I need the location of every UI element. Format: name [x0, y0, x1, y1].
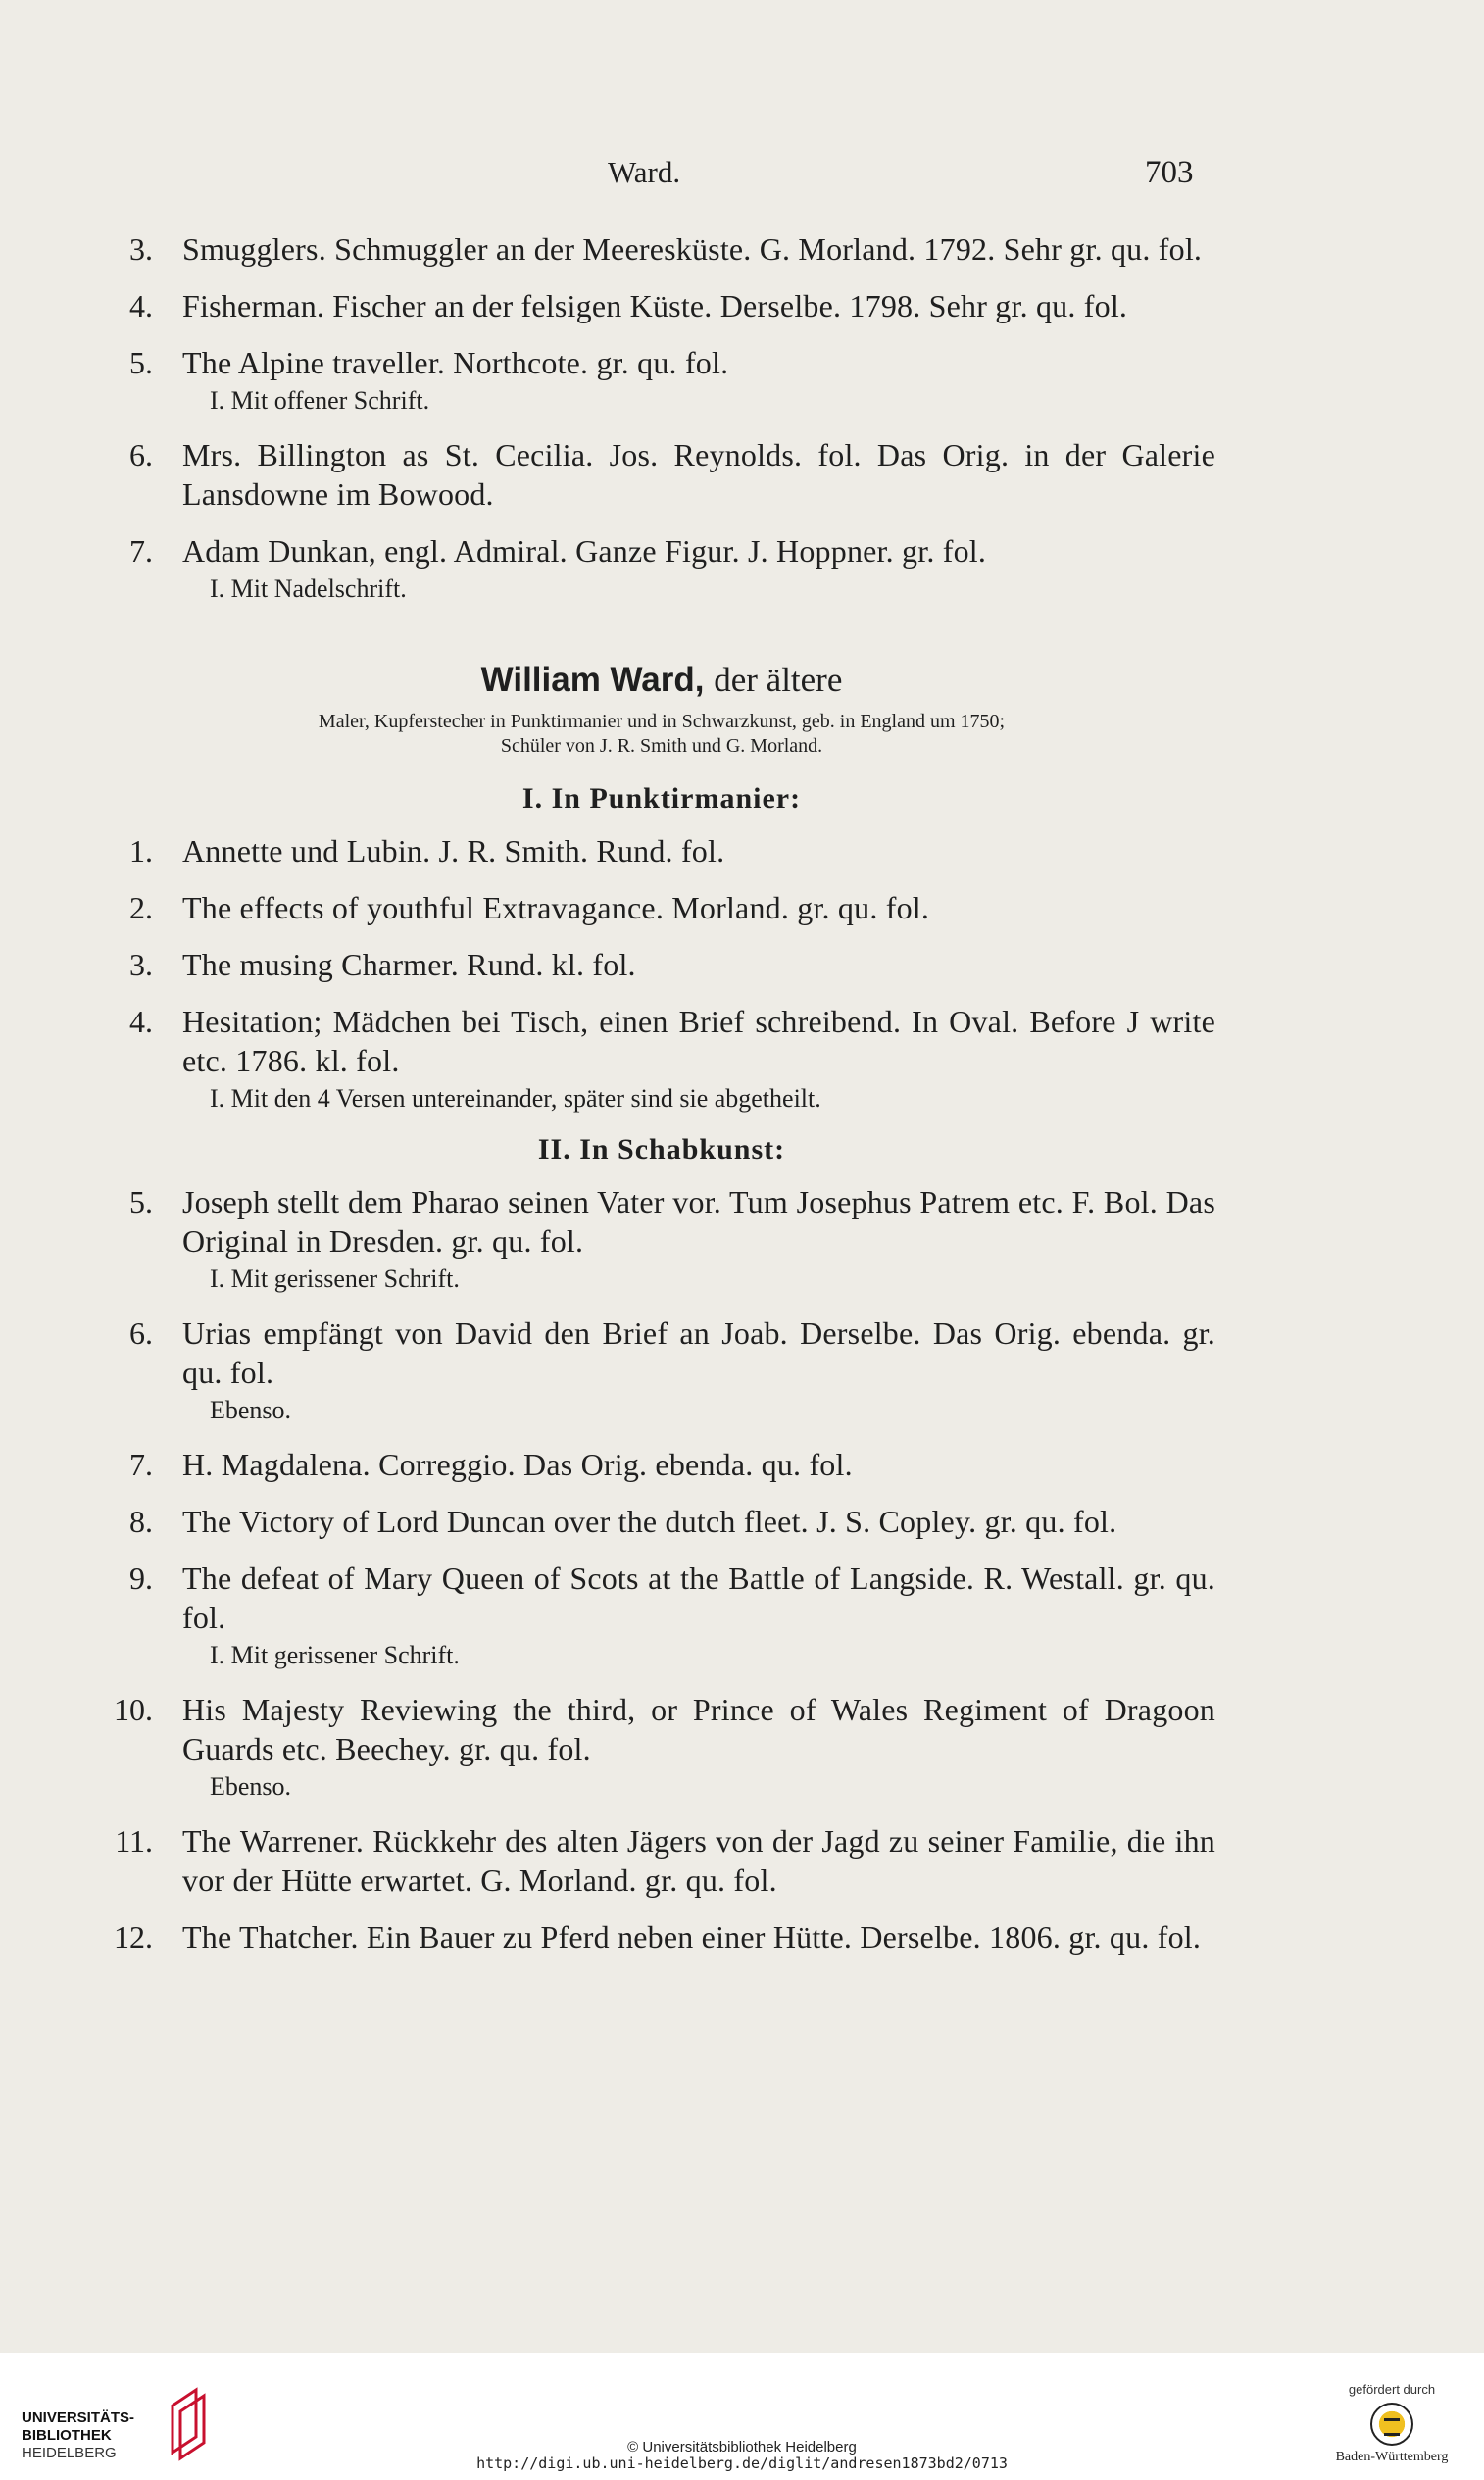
entry-text: The Thatcher. Ein Bauer zu Pferd neben einer Hütte. Derselbe. 1806. gr. qu. fol. — [182, 1919, 1202, 1955]
entry-text: Adam Dunkan, engl. Admiral. Ganze Figur. J. Hoppner. gr. fol. — [182, 533, 987, 569]
entry-text: The defeat of Mary Queen of Scots at the Battle of Langside. R. Westall. gr. qu. fol. — [182, 1561, 1215, 1635]
entry-number: 5. — [129, 1184, 153, 1219]
entry-number: 5. — [129, 345, 153, 380]
entry-note: Ebenso. — [210, 1772, 292, 1801]
catalog-entry — [108, 1314, 1215, 1427]
library-name-line: UNIVERSITÄTS- — [22, 2409, 135, 2426]
footer-credits — [0, 2439, 1484, 2472]
entry-number: 12. — [114, 1919, 153, 1955]
catalog-entry — [108, 1821, 1215, 1900]
bio-line: Maler, Kupferstecher in Punktirmanier und in Schwarzkunst, geb. in England um 1750; — [318, 711, 1006, 732]
entry-text: Smugglers. Schmuggler an der Meeresküste. G. Morland. 1792. Sehr gr. qu. fol. — [182, 231, 1203, 267]
artist-heading — [108, 661, 1215, 700]
entry-note: Ebenso. — [210, 1396, 292, 1424]
entry-list-punktirmanier — [108, 831, 1215, 1116]
library-name-line: BIBLIOTHEK — [22, 2427, 112, 2444]
catalog-entry — [108, 1690, 1215, 1804]
catalog-entry — [108, 945, 1215, 984]
catalog-entry — [108, 343, 1215, 418]
sponsor-block — [1313, 2382, 1470, 2465]
entry-number: 6. — [129, 437, 153, 472]
entry-number: 4. — [129, 288, 153, 323]
catalog-entry — [108, 1182, 1215, 1296]
entry-text: The Warrener. Rückkehr des alten Jägers von der Jagd zu seiner Familie, die ihn vor der Hütte erwartet. G. Morland. gr. qu. fol. — [182, 1823, 1215, 1898]
entry-number: 10. — [114, 1692, 153, 1727]
running-head — [0, 155, 1484, 204]
entry-number: 11. — [115, 1823, 153, 1859]
entry-text: Urias empfängt von David den Brief an Joab. Derselbe. Das Orig. ebenda. gr. qu. fol. — [182, 1315, 1215, 1390]
entry-number: 3. — [129, 947, 153, 982]
permalink[interactable]: http://digi.ub.uni-heidelberg.de/diglit/andresen1873bd2/0713 — [476, 2455, 1008, 2472]
entry-note: I. Mit den 4 Versen untereinander, später sind sie abgetheilt. — [210, 1084, 821, 1113]
entry-note: I. Mit gerissener Schrift. — [210, 1641, 460, 1669]
entry-number: 1. — [129, 833, 153, 868]
entry-text: Fisherman. Fischer an der felsigen Küste. Derselbe. 1798. Sehr gr. qu. fol. — [182, 288, 1128, 323]
entry-number: 9. — [129, 1561, 153, 1596]
catalog-entry — [108, 531, 1215, 606]
entry-number: 2. — [129, 890, 153, 925]
footer-bar — [0, 2353, 1484, 2480]
entry-text: H. Magdalena. Correggio. Das Orig. ebenda. qu. fol. — [182, 1447, 853, 1482]
catalog-entry — [108, 1917, 1215, 1957]
catalog-entry — [108, 888, 1215, 927]
catalog-entry — [108, 1559, 1215, 1672]
artist-name-suffix: der ältere — [714, 661, 843, 699]
sponsor-name: Baden-Württemberg — [1335, 2450, 1449, 2464]
catalog-entry — [108, 229, 1215, 269]
entry-number: 6. — [129, 1315, 153, 1351]
entry-list-top — [108, 229, 1215, 606]
entry-text: Annette und Lubin. J. R. Smith. Rund. fol. — [182, 833, 725, 868]
entry-text: The effects of youthful Extravagance. Morland. gr. qu. fol. — [182, 890, 930, 925]
entry-text: The Victory of Lord Duncan over the dutch fleet. J. S. Copley. gr. qu. fol. — [182, 1504, 1117, 1539]
entry-text: Mrs. Billington as St. Cecilia. Jos. Reynolds. fol. Das Orig. in der Galerie Lansdowne im Bowood. — [182, 437, 1215, 512]
entry-number: 4. — [129, 1004, 153, 1039]
entry-text: The Alpine traveller. Northcote. gr. qu. fol. — [182, 345, 729, 380]
sponsor-label: gefördert durch — [1348, 2382, 1436, 2397]
page-number: 703 — [1145, 155, 1194, 190]
entry-note: I. Mit gerissener Schrift. — [210, 1265, 460, 1293]
entry-text: Hesitation; Mädchen bei Tisch, einen Brief schreibend. In Oval. Before J write etc. 1786. kl. fol. — [182, 1004, 1215, 1078]
catalog-entry — [108, 286, 1215, 325]
catalog-entry — [108, 1502, 1215, 1541]
entry-note: I. Mit offener Schrift. — [210, 386, 430, 415]
catalog-entry — [108, 831, 1215, 870]
entry-number: 8. — [129, 1504, 153, 1539]
state-crest-icon — [1370, 2403, 1413, 2446]
running-title: Ward. — [608, 155, 681, 189]
library-name-line: HEIDELBERG — [22, 2445, 117, 2461]
entry-number: 7. — [129, 1447, 153, 1482]
bio-line: Schüler von J. R. Smith und G. Morland. — [500, 735, 823, 757]
copyright-text: © Universitätsbibliothek Heidelberg — [627, 2439, 857, 2455]
entry-number: 3. — [129, 231, 153, 267]
entry-text: His Majesty Reviewing the third, or Prince of Wales Regiment of Dragoon Guards etc. Beechey. gr. qu. fol. — [182, 1692, 1215, 1766]
subsection-heading-punktirmanier: I. In Punktirmanier: — [521, 782, 802, 815]
catalog-entry — [108, 1445, 1215, 1484]
entry-list-schabkunst — [108, 1182, 1215, 1957]
catalog-entry — [108, 1002, 1215, 1116]
artist-name: William Ward, — [480, 661, 705, 699]
entry-text: Joseph stellt dem Pharao seinen Vater vor. Tum Josephus Patrem etc. F. Bol. Das Original in Dresden. gr. qu. fol. — [182, 1184, 1215, 1259]
entry-number: 7. — [129, 533, 153, 569]
entry-note: I. Mit Nadelschrift. — [210, 574, 407, 603]
artist-bio — [108, 710, 1215, 759]
catalog-entry — [108, 435, 1215, 514]
subsection-heading-schabkunst: II. In Schabkunst: — [537, 1133, 786, 1166]
page-body — [108, 229, 1215, 1974]
entry-text: The musing Charmer. Rund. kl. fol. — [182, 947, 636, 982]
